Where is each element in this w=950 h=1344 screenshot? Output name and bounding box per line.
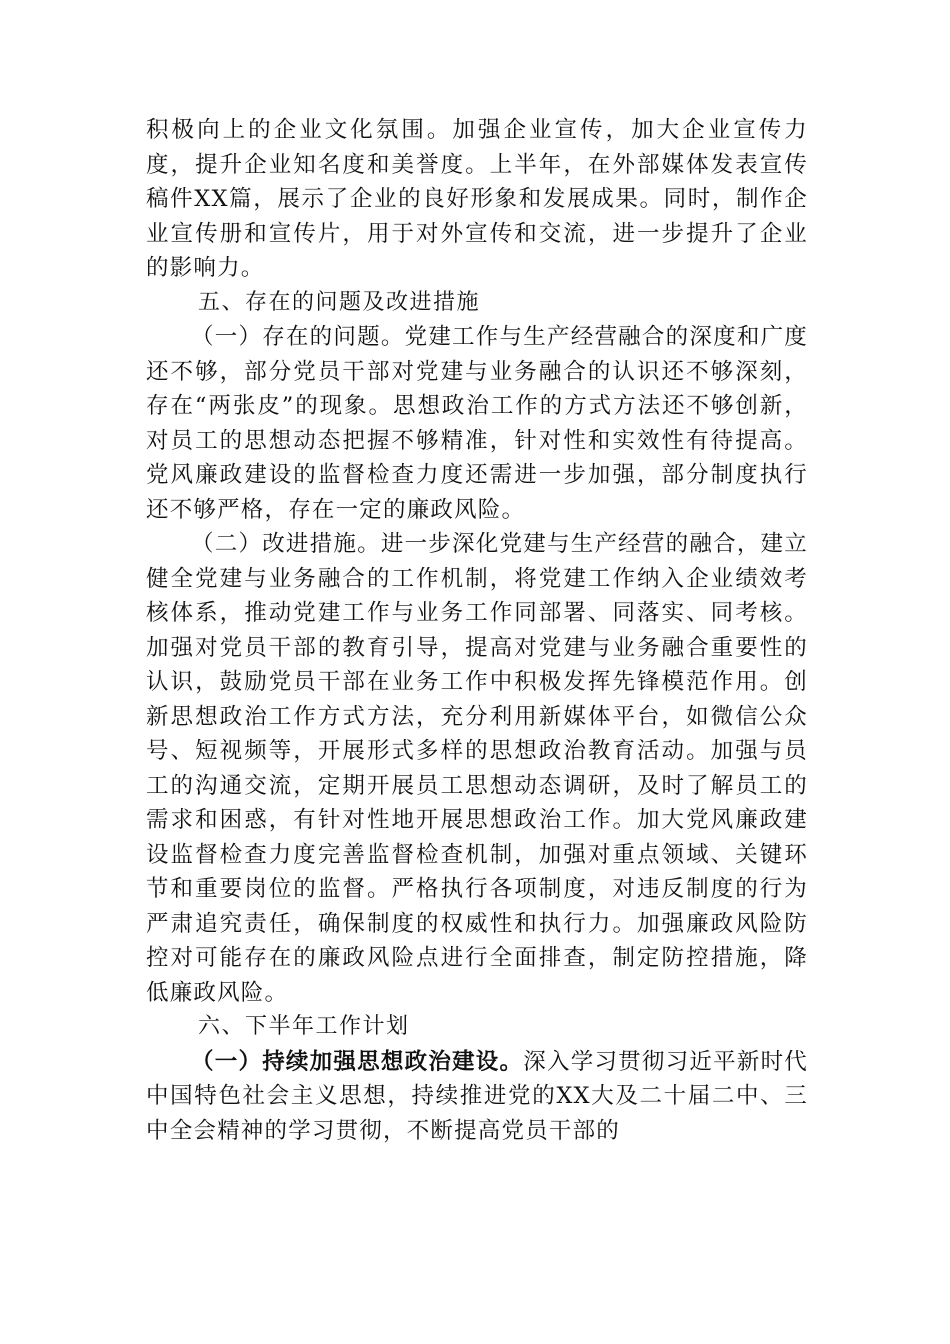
paragraph-body-existing-problems: 党建工作与生产经营融合的深度和广度还不够，部分党员干部对党建与业务融合的认识还不够深刻，存在“两张皮”的现象。思想政治工作的方式方法还不够创新，对员工的思想动态把握不够精准，针对性和实效性有待提高。党风廉政建设的监督检查力度还需进一步加强，部分制度执行还不够严格，存在一定的廉政风险。: [146, 324, 808, 523]
paragraph-body-ideological-building: 深入学习贯彻习近平新时代中国特色社会主义思想，持续推进党的XX大及二十届二中、三中全会精神的学习贯彻，不断提高党员干部的: [146, 1048, 808, 1144]
document-page: [146, 113, 808, 1148]
section-heading-problems: 五、存在的问题及改进措施: [198, 289, 481, 315]
section-heading-work-plan: 六、下半年工作计划: [198, 1014, 410, 1039]
paragraph-lead-improvement-measures: （二）改进措施。: [191, 531, 381, 557]
paragraph-existing-problems: [146, 320, 808, 527]
paragraph-improvement-measures: [146, 527, 808, 1010]
paragraph-lead-ideological-building: （一）持续加强思想政治建设。: [191, 1048, 524, 1075]
paragraph-culture-publicity: 积极向上的企业文化氛围。加强企业宣传，加大企业宣传力度，提升企业知名度和美誉度。上半年，在外部媒体发表宣传稿件XX篇，展示了企业的良好形象和发展成果。同时，制作企业宣传册和宣传片，用于对外宣传和交流，进一步提升了企业的影响力。: [146, 117, 808, 281]
paragraph-body-improvement-measures: 进一步深化党建与生产经营的融合，建立健全党建与业务融合的工作机制，将党建工作纳入企业绩效考核体系，推动党建工作与业务工作同部署、同落实、同考核。加强对党员干部的教育引导，提高对党建与业务融合重要性的认识，鼓励党员干部在业务工作中积极发挥先锋模范作用。创新思想政治工作方式方法，充分利用新媒体平台，如微信公众号、短视频等，开展形式多样的思想政治教育活动。加强与员工的沟通交流，定期开展员工思想动态调研，及时了解员工的需求和困惑，有针对性地开展思想政治工作。加大党风廉政建设监督检查力度完善监督检查机制，加强对重点领域、关键环节和重要岗位的监督。严格执行各项制度，对违反制度的行为严肃追究责任，确保制度的权威性和执行力。加强廉政风险防控对可能存在的廉政风险点进行全面排查，制定防控措施，降低廉政风险。: [146, 531, 808, 1006]
paragraph-lead-existing-problems: （一）存在的问题。: [191, 324, 405, 350]
paragraph-ideological-building: [146, 1045, 808, 1149]
